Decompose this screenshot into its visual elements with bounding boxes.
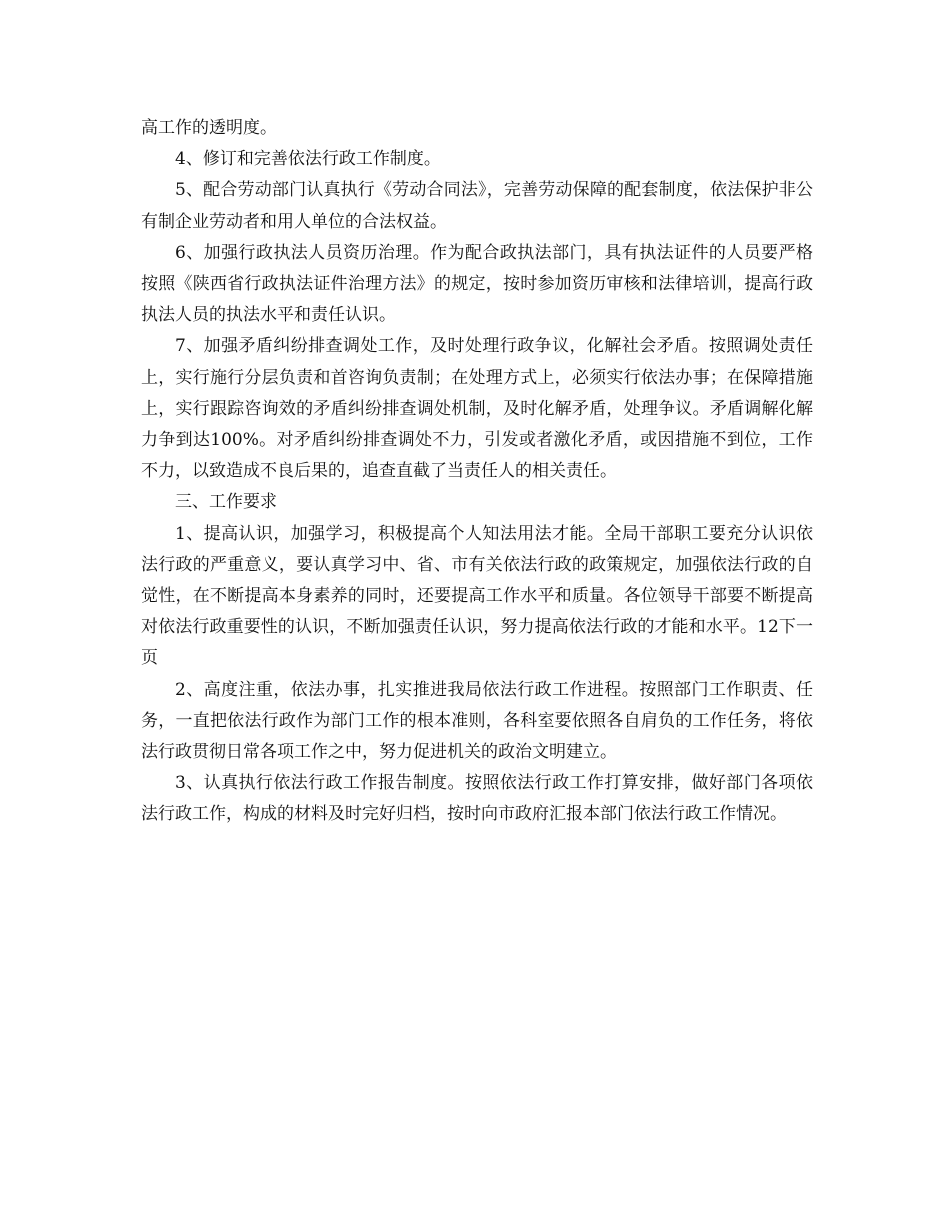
paragraph-item-5: 5、配合劳动部门认真执行《劳动合同法》，完善劳动保障的配套制度，依法保护非公有制企业劳动者和用人单位的合法权益。 [141,180,813,232]
requirement-item-2: 2、高度注重，依法办事，扎实推进我局依法行政工作进程。按照部门工作职责、任务，一直把依法行政作为部门工作的根本准则，各科室要依照各自肩负的工作任务，将依法行政贯彻日常各项工作之中，努力促进机关的政治文明建立。 [141,679,813,763]
paragraph-item-7: 7、加强矛盾纠纷排查调处工作，及时处理行政争议，化解社会矛盾。按照调处责任上，实行施行分层负责和首咨询负责制；在处理方式上，必须实行依法办事；在保障措施上，实行跟踪咨询效的矛盾纠纷排查调处机制，及时化解矛盾，处理争议。矛盾调解化解力争到达100%。对矛盾纠纷排查调处不力，引发或者激化矛盾，或因措施不到位，工作不力，以致造成不良后果的，追查直截了当责任人的相关责任。 [141,336,813,482]
paragraph-continuation: 高工作的透明度。 [141,118,277,138]
requirement-item-3: 3、认真执行依法行政工作报告制度。按照依法行政工作打算安排，做好部门各项依法行政工作，构成的材料及时完好归档，按时向市政府汇报本部门依法行政工作情况。 [141,773,813,825]
paragraph-item-6: 6、加强行政执法人员资历治理。作为配合政执法部门，具有执法证件的人员要严格按照《陕西省行政执法证件治理方法》的规定，按时参加资历审核和法律培训，提高行政执法人员的执法水平和责任认识。 [141,242,813,326]
paragraph-item-4: 4、修订和完善依法行政工作制度。 [175,149,441,170]
section-heading-work-requirements: 三、工作要求 [175,492,277,513]
requirement-item-1: 1、提高认识，加强学习，积极提高个人知法用法才能。全局干部职工要充分认识依法行政的严重意义，要认真学习中、省、市有关依法行政的政策规定，加强依法行政的自觉性，在不断提高本身素养的同时，还要提高工作水平和质量。各位领导干部要不断提高对依法行政重要性的认识，不断加强责任认识，努力提高依法行政的才能和水平。12下一页 [141,523,813,669]
document-body [141,113,813,831]
